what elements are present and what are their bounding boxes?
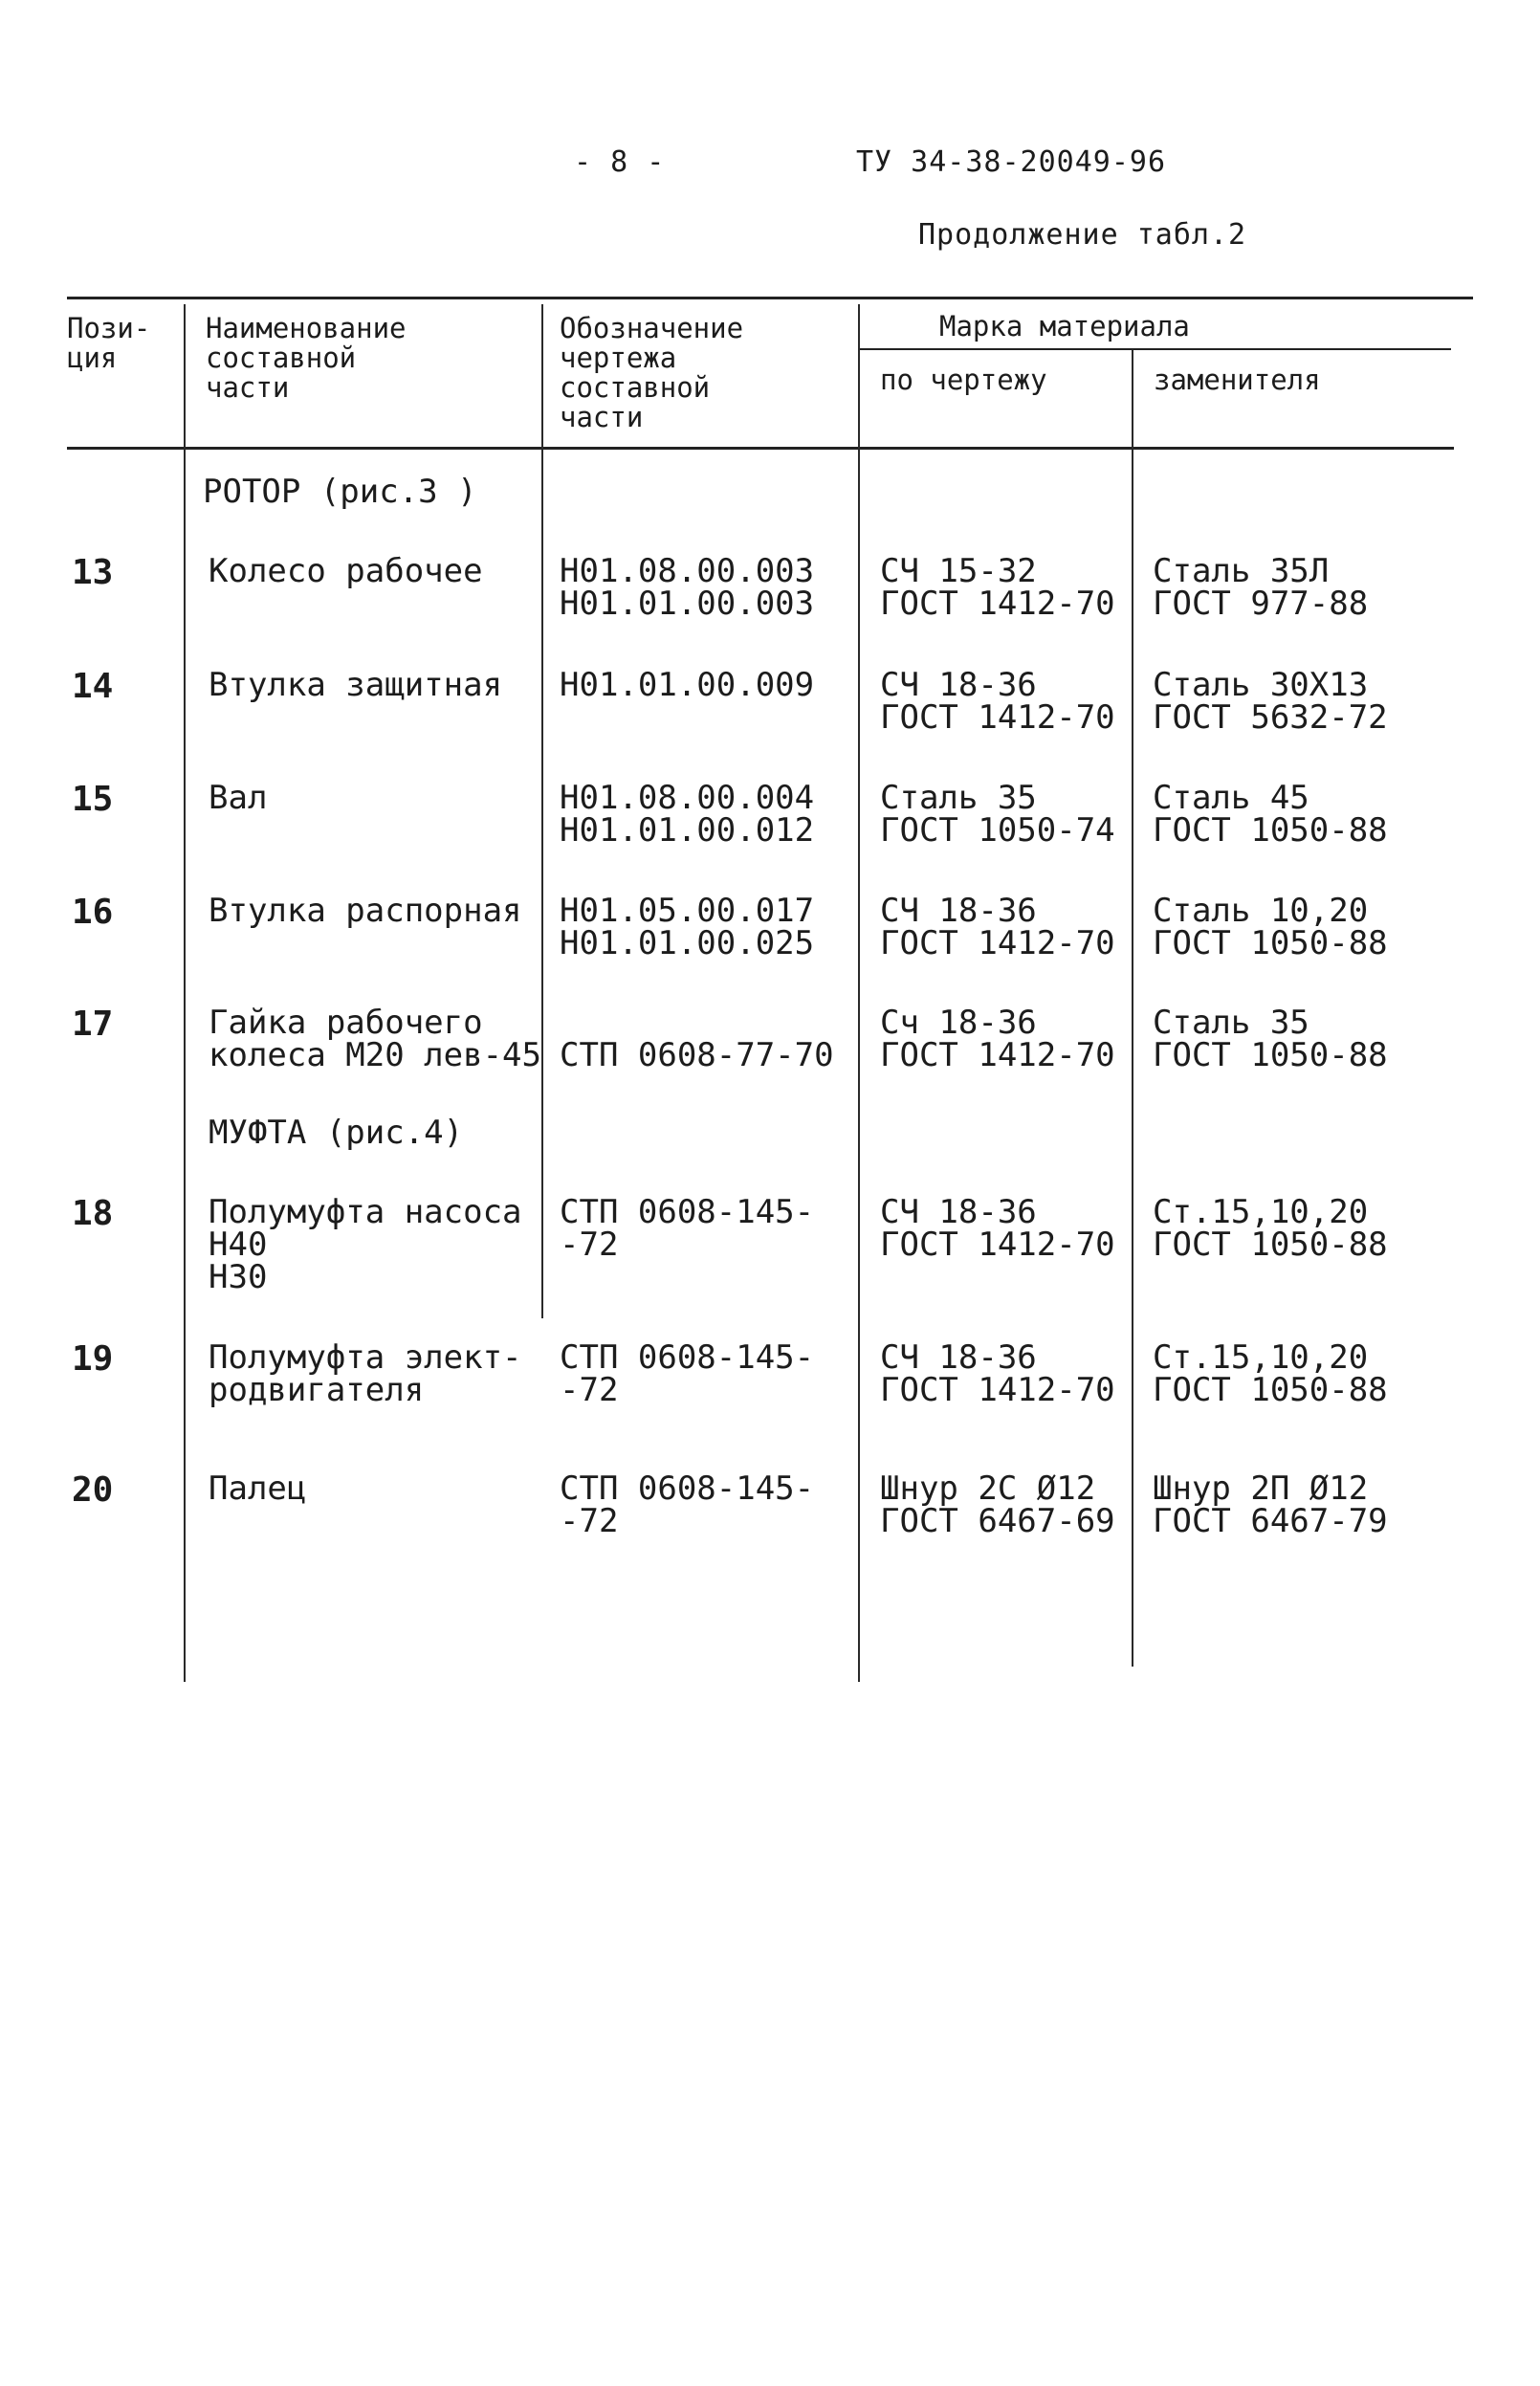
row-position: 16 — [72, 893, 114, 932]
row-name: Вал — [209, 779, 268, 817]
header-bottom-rule — [67, 447, 1454, 450]
row-material: СЧ 15-32 ГОСТ 1412-70 — [880, 552, 1115, 623]
row-position: 19 — [72, 1339, 114, 1379]
row-name: Втулка распорная — [209, 892, 522, 930]
row-name: Втулка защитная — [209, 666, 503, 704]
column-divider-4 — [1132, 350, 1133, 1667]
row-designation: СТП 0608-77-70 — [560, 1036, 834, 1074]
row-position: 17 — [72, 1005, 114, 1044]
row-position: 14 — [72, 667, 114, 706]
row-substitute: Сталь 35 ГОСТ 1050-88 — [1153, 1004, 1388, 1074]
row-name: Полумуфта насоса Н40 Н30 — [209, 1193, 522, 1296]
column-divider-1 — [184, 304, 186, 1682]
row-name: Палец — [209, 1469, 307, 1508]
header-material-group: Марка материала — [939, 310, 1190, 342]
row-position: 15 — [72, 780, 114, 819]
column-divider-3 — [858, 304, 860, 1682]
header-name: Наименование составной части — [206, 312, 407, 404]
row-designation: СТП 0608-145- -72 — [560, 1193, 815, 1264]
header-position: Пози- ция — [67, 312, 151, 374]
row-name: Колесо рабочее — [209, 552, 483, 590]
row-designation: Н01.08.00.003 Н01.01.00.003 — [560, 552, 815, 623]
row-material: СЧ 18-36 ГОСТ 1412-70 — [880, 1193, 1115, 1264]
material-subheader-rule — [858, 348, 1451, 350]
header-material-drawing: по чертежу — [880, 364, 1047, 396]
row-designation: СТП 0608-145- -72 — [560, 1338, 815, 1409]
row-substitute: Сталь 30Х13 ГОСТ 5632-72 — [1153, 666, 1388, 737]
row-material: СЧ 18-36 ГОСТ 1412-70 — [880, 1338, 1115, 1409]
row-position: 18 — [72, 1194, 114, 1233]
row-substitute: Сталь 10,20 ГОСТ 1050-88 — [1153, 892, 1388, 962]
row-material: Сталь 35 ГОСТ 1050-74 — [880, 779, 1115, 850]
row-material: СЧ 18-36 ГОСТ 1412-70 — [880, 892, 1115, 962]
row-designation: Н01.08.00.004 Н01.01.00.012 — [560, 779, 815, 850]
table-continuation-label: Продолжение табл.2 — [918, 218, 1247, 252]
row-substitute: Ст.15,10,20 ГОСТ 1050-88 — [1153, 1193, 1388, 1264]
row-substitute: Сталь 35Л ГОСТ 977-88 — [1153, 552, 1369, 623]
row-substitute: Ст.15,10,20 ГОСТ 1050-88 — [1153, 1338, 1388, 1409]
row-substitute: Сталь 45 ГОСТ 1050-88 — [1153, 779, 1388, 850]
row-position: 13 — [72, 553, 114, 592]
row-material: СЧ 18-36 ГОСТ 1412-70 — [880, 666, 1115, 737]
header-designation: Обозначение чертежа составной части — [560, 312, 744, 433]
document-code: ТУ 34-38-20049-96 — [856, 145, 1167, 179]
row-substitute: Шнур 2П Ø12 ГОСТ 6467-79 — [1153, 1469, 1388, 1540]
row-name: Гайка рабочего колеса М20 лев-45 — [209, 1004, 541, 1074]
row-designation: Н01.01.00.009 — [560, 666, 815, 704]
row-designation: Н01.05.00.017 Н01.01.00.025 — [560, 892, 815, 962]
section-heading-coupling: МУФТА (рис.4) — [209, 1114, 464, 1152]
column-divider-2 — [541, 304, 543, 1318]
section-heading-rotor: РОТОР (рис.3 ) — [203, 473, 477, 511]
header-material-substitute: заменителя — [1154, 364, 1321, 396]
row-material: Шнур 2С Ø12 ГОСТ 6467-69 — [880, 1469, 1115, 1540]
row-designation: СТП 0608-145- -72 — [560, 1469, 815, 1540]
row-name: Полумуфта элект- родвигателя — [209, 1338, 522, 1409]
row-material: Сч 18-36 ГОСТ 1412-70 — [880, 1004, 1115, 1074]
row-position: 20 — [72, 1470, 114, 1510]
page-number: - 8 - — [574, 145, 666, 179]
table-top-rule — [67, 297, 1473, 299]
